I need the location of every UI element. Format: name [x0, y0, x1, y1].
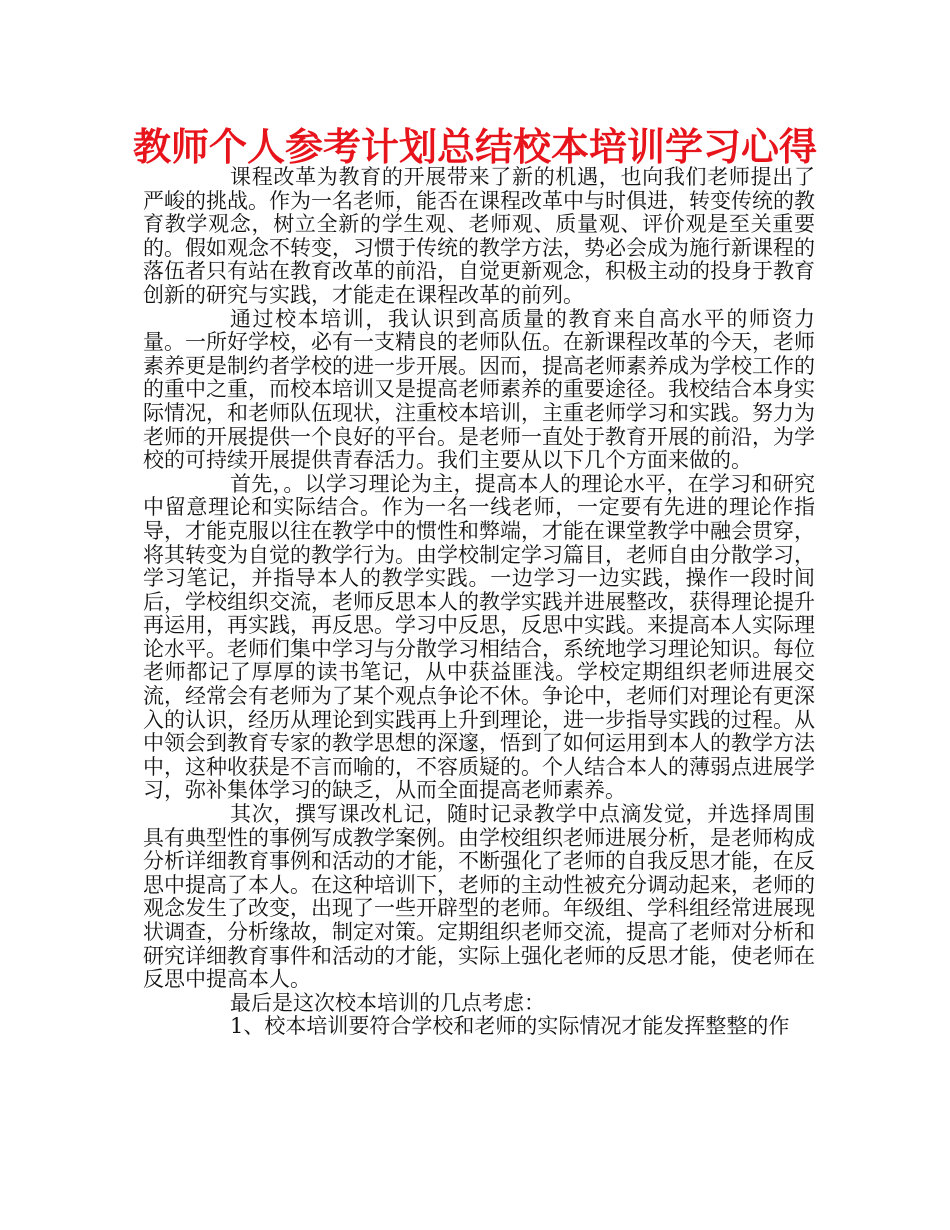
paragraph-3: 首先，。以学习理论为主，提高本人的理论水平，在学习和研究中留意理论和实际结合。作为一名一线老师，一定要有先进的理论作指导，才能克服以往在教学中的惯性和弊端，才能在课堂教学中融会贯穿，将其转变为自觉的教学行为。由学校制定学习篇目，老师自由分散学习，学习笔记，并指导本人的教学实践。一边学习一边实践，操作一段时间后，学校组织交流，老师反思本人的教学实践并进展整改，获得理论提升再运用，再实践，再反思。学习中反思，反思中实践。来提高本人实际理论水平。老师们集中学习与分散学习相结合，系统地学习理论知识。每位老师都记了厚厚的读书笔记，从中获益匪浅。学校定期组织老师进展交流，经常会有老师为了某个观点争论不休。争论中，老师们对理论有更深入的认识，经历从理论到实践再上升到理论，进一步指导实践的过程。从中领会到教育专家的教学思想的深邃，悟到了如何运用到本人的教学方法中，这种收获是不言而喻的，不容质疑的。个人结合本人的薄弱点进展学习，弥补集体学习的缺乏，从而全面提高老师素养。	[143, 471, 815, 803]
paragraph-2: 通过校本培训，我认识到高质量的教育来自高水平的师资力量。一所好学校，必有一支精良的老师队伍。在新课程改革的今天，老师素养更是制约者学校的进一步开展。因而，提高老师素养成为学校工作的的重中之重，而校本培训又是提高老师素养的重要途径。我校结合本身实际情况，和老师队伍现状，注重校本培训，主重老师学习和实践。努力为老师的开展提供一个良好的平台。是老师一直处于教育开展的前沿，为学校的可持续开展提供青春活力。我们主要从以下几个方面来做的。	[143, 306, 815, 473]
paragraph-6: 1、校本培训要符合学校和老师的实际情况才能发挥整整的作	[230, 1014, 790, 1039]
paragraph-4: 其次，撰写课改札记，随时记录教学中点滴发觉，并选择周围具有典型性的事例写成教学案例。由学校组织老师进展分析，是老师构成分析详细教育事例和活动的才能，不断强化了老师的自我反思才能，在反思中提高了本人。在这种培训下，老师的主动性被充分调动起来，老师的观念发生了改变，出现了一些开辟型的老师。年级组、学科组经常进展现状调查，分析缘故，制定对策。定期组织老师交流，提高了老师对分析和研究详细教育事件和活动的才能，实际上强化老师的反思才能，使老师在反思中提高本人。	[143, 802, 815, 992]
paragraph-5: 最后是这次校本培训的几点考虑：	[230, 990, 545, 1015]
paragraph-1: 课程改革为教育的开展带来了新的机遇，也向我们老师提出了严峻的挑战。作为一名老师，能否在课程改革中与时俱进，转变传统的教育教学观念，树立全新的学生观、老师观、质量观、评价观是至关重要的。假如观念不转变，习惯于传统的教学方法，势必会成为施行新课程的落伍者只有站在教育改革的前沿，自觉更新观念，积极主动的投身于教育创新的研究与实践，才能走在课程改革的前列。	[143, 165, 815, 307]
document-body	[143, 166, 815, 1039]
document-title: 教师个人参考计划总结校本培训学习心得	[132, 125, 817, 169]
